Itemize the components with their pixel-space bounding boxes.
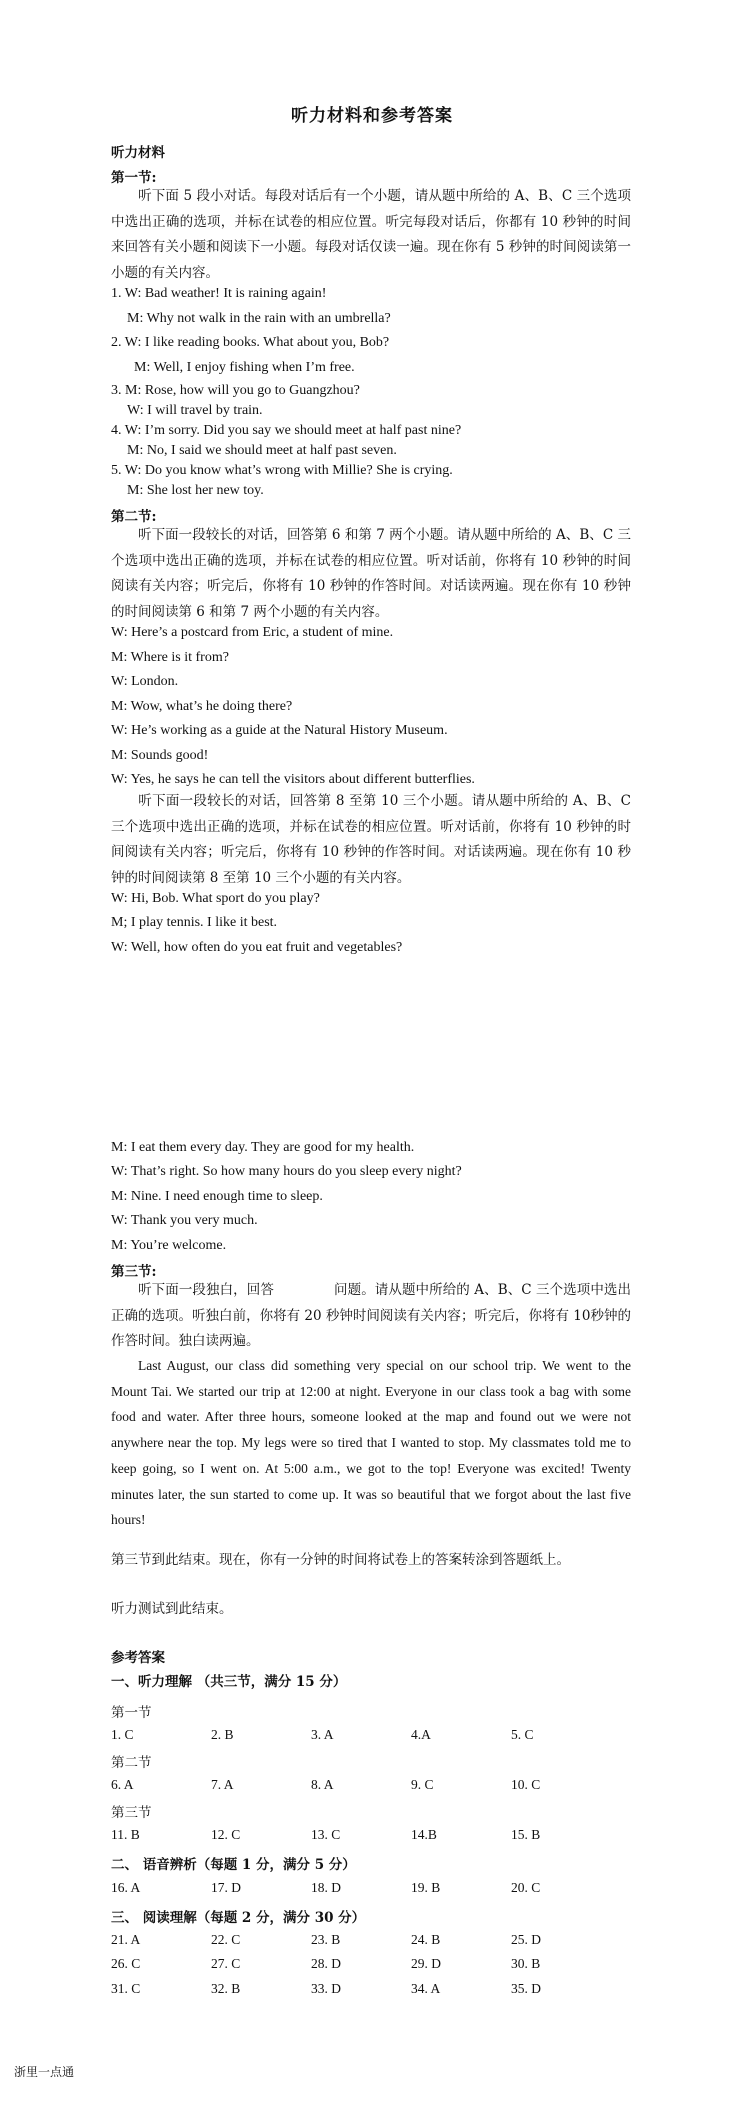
answer-item: 18. D <box>311 1880 341 1895</box>
answer-item: 24. B <box>411 1932 441 1947</box>
section-3-intro-text-a: 听下面一段独白，回答 <box>138 1282 274 1298</box>
dialog-line: W: Thank you very much. <box>111 1213 258 1228</box>
monologue-paragraph <box>111 1353 631 1533</box>
answer-item: 31. C <box>111 1981 141 1996</box>
answer-item: 20. C <box>511 1880 541 1895</box>
answer-item: 23. B <box>311 1932 341 1947</box>
dialog-line: M: No, I said we should meet at half past seven. <box>127 443 397 458</box>
answer-item: 35. D <box>511 1981 541 1996</box>
section-2-heading: 第二节: <box>111 509 157 525</box>
section-2-intro-1 <box>111 523 631 625</box>
answers-part-2-heading: 二、 语音辨析（每题 1 分，满分 5 分） <box>111 1857 356 1873</box>
answer-item: 8. A <box>311 1777 334 1792</box>
dialog-line: W: Here’s a postcard from Eric, a student of mine. <box>111 625 394 640</box>
answer-item: 32. B <box>211 1981 241 1996</box>
dialog-line: 4. W: I’m sorry. Did you say we should meet at half past nine? <box>111 423 462 438</box>
dialog-line: M: Sounds good! <box>111 748 209 763</box>
section-3-intro <box>111 1278 631 1355</box>
dialog-line: M: You’re welcome. <box>111 1238 227 1253</box>
answer-item: 15. B <box>511 1827 541 1842</box>
answer-item: 26. C <box>111 1956 141 1971</box>
answer-item: 33. D <box>311 1981 341 1996</box>
section-1-intro <box>111 184 631 286</box>
answers-section-label: 第二节 <box>111 1755 152 1771</box>
dialog-line: M: Where is it from? <box>111 650 229 665</box>
answer-item: 21. A <box>111 1932 141 1947</box>
monologue-text: Last August, our class did something very special on our school trip. We went to the Mount Tai. We started our trip at 12:00 at night. Everyone in our class took a bag with some food and water. After three hours, someone looked at the map and found out we were not anywhere near the top. My legs were so tired that I wanted to stop. My classmates told me to keep going, so I went on. At 5:00 a.m., we got to the top! Everyone was excited! Twenty minutes later, the sun started to come up. It was so beautiful that we forgot about the last five hours! <box>111 1358 631 1528</box>
answers-part-3-heading: 三、 阅读理解（每题 2 分，满分 30 分） <box>111 1910 366 1926</box>
section-1-heading: 第一节: <box>111 170 157 186</box>
dialog-line: W: Yes, he says he can tell the visitors about different butterflies. <box>111 772 475 787</box>
dialog-line: W: I will travel by train. <box>127 403 263 418</box>
dialog-line: W: Well, how often do you eat fruit and vegetables? <box>111 940 403 955</box>
answer-item: 27. C <box>211 1956 241 1971</box>
answers-heading: 参考答案 <box>111 1650 165 1666</box>
answer-item: 5. C <box>511 1727 534 1742</box>
dialog-line: M: I eat them every day. They are good for my health. <box>111 1140 415 1155</box>
answers-section-label: 第三节 <box>111 1805 152 1821</box>
answers-section-label: 第一节 <box>111 1705 152 1721</box>
page-title: 听力材料和参考答案 <box>291 106 453 126</box>
answer-item: 12. C <box>211 1827 241 1842</box>
answer-item: 28. D <box>311 1956 341 1971</box>
listening-heading: 听力材料 <box>111 145 165 161</box>
answer-item: 22. C <box>211 1932 241 1947</box>
dialog-line: 2. W: I like reading books. What about you, Bob? <box>111 335 390 350</box>
dialog-line: M: Why not walk in the rain with an umbrella? <box>127 311 391 326</box>
dialog-line: M: Well, I enjoy fishing when I’m free. <box>134 360 355 375</box>
answer-item: 9. C <box>411 1777 434 1792</box>
dialog-line: W: He’s working as a guide at the Natural History Museum. <box>111 723 448 738</box>
answer-item: 1. C <box>111 1727 134 1742</box>
section-3-end-note: 第三节到此结束。现在，你有一分钟的时间将试卷上的答案转涂到答题纸上。 <box>111 1552 570 1568</box>
test-end-note: 听力测试到此结束。 <box>111 1601 233 1617</box>
answer-item: 29. D <box>411 1956 441 1971</box>
dialog-line: 3. M: Rose, how will you go to Guangzhou? <box>111 383 360 398</box>
section-1-intro-text: 听下面 5 段小对话。每段对话后有一个小题，请从题中所给的 A、B、C 三个选项中选出正确的选项，并标在试卷的相应位置。听完每段对话后，你都有 10 秒钟的时间来回答有关小题和阅读下一小题。每段对话仅读一遍。现在你有 5 秒钟的时间阅读第一小题的有关内容。 <box>111 188 631 281</box>
answer-item: 16. A <box>111 1880 141 1895</box>
answer-item: 25. D <box>511 1932 541 1947</box>
answer-item: 3. A <box>311 1727 334 1742</box>
answer-item: 30. B <box>511 1956 541 1971</box>
section-2-intro-1-text: 听下面一段较长的对话，回答第 6 和第 7 两个小题。请从题中所给的 A、B、C 三个选项中选出正确的选项，并标在试卷的相应位置。听对话前，你将有 10 秒钟的时间阅读有关内容；听完后，你将有 10 秒钟的作答时间。对话读两遍。现在你有 10 秒钟的时间阅读第 6 和第 7 两个小题的有关内容。 <box>111 527 631 620</box>
answer-item: 17. D <box>211 1880 241 1895</box>
section-3-intro-text-b: 问题。请从题中所给的 A、B、C 三个选项中选出正确的选项。听独白前，你将有 20 秒钟时间阅读有关内容；听完后，你将有 10秒钟的作答时间。独白读两遍。 <box>111 1282 632 1349</box>
answer-item: 34. A <box>411 1981 441 1996</box>
answer-item: 19. B <box>411 1880 441 1895</box>
answer-item: 4.A <box>411 1727 431 1742</box>
answer-item: 6. A <box>111 1777 134 1792</box>
dialog-line: W: Hi, Bob. What sport do you play? <box>111 891 320 906</box>
section-2-intro-2 <box>111 789 631 891</box>
answer-item: 2. B <box>211 1727 234 1742</box>
dialog-line: W: That’s right. So how many hours do you sleep every night? <box>111 1164 462 1179</box>
dialog-line: 5. W: Do you know what’s wrong with Millie? She is crying. <box>111 463 453 478</box>
answer-item: 13. C <box>311 1827 341 1842</box>
dialog-line: M: She lost her new toy. <box>127 483 264 498</box>
dialog-line: M: Nine. I need enough time to sleep. <box>111 1189 323 1204</box>
answer-item: 11. B <box>111 1827 140 1842</box>
dialog-line: 1. W: Bad weather! It is raining again! <box>111 286 327 301</box>
dialog-line: M; I play tennis. I like it best. <box>111 915 278 930</box>
footer-watermark: 浙里一点通 <box>14 2065 75 2079</box>
dialog-line: M: Wow, what’s he doing there? <box>111 699 293 714</box>
answers-part-1-heading: 一、听力理解 （共三节，满分 15 分） <box>111 1674 347 1690</box>
dialog-line: W: London. <box>111 674 179 689</box>
section-2-intro-2-text: 听下面一段较长的对话，回答第 8 至第 10 三个小题。请从题中所给的 A、B、C 三个选项中选出正确的选项，并标在试卷的相应位置。听对话前，你将有 10 秒钟的时间阅读有关内容；听完后，你将有 10 秒钟的作答时间。对话读两遍。现在你有 10 秒钟的时间阅读第 8 至第 10 三个小题的有关内容。 <box>111 793 631 886</box>
answer-item: 14.B <box>411 1827 437 1842</box>
answer-item: 10. C <box>511 1777 541 1792</box>
answer-item: 7. A <box>211 1777 234 1792</box>
section-3-heading: 第三节: <box>111 1264 157 1280</box>
